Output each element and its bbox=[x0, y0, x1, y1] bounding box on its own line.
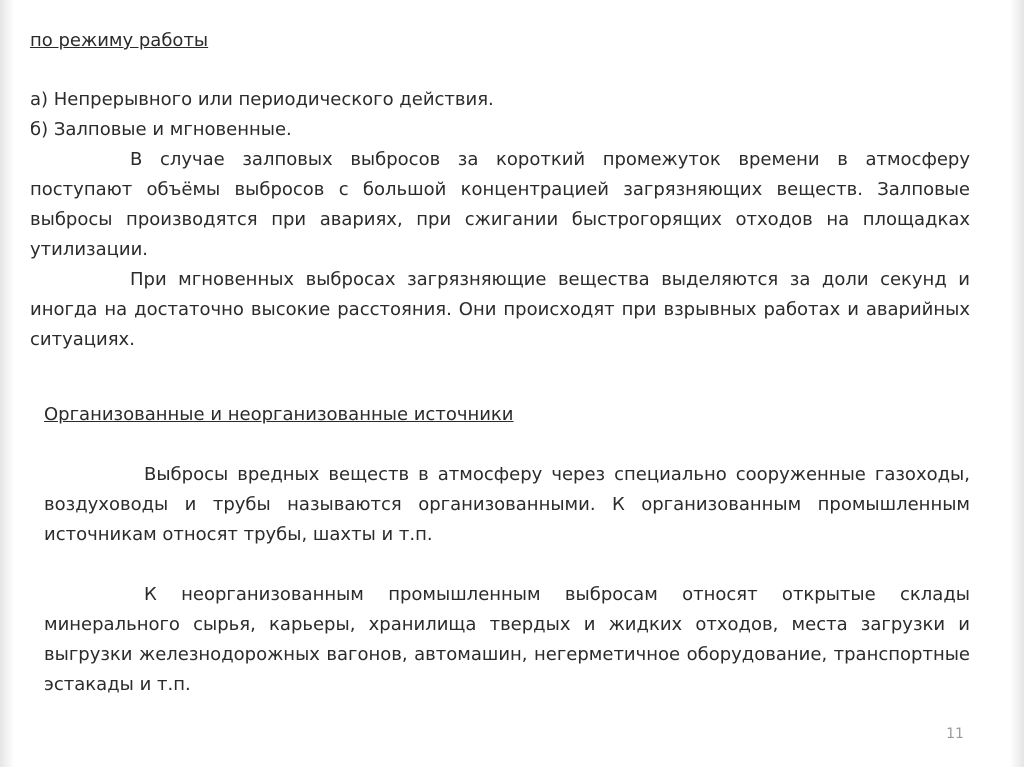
paragraph-organized-sources: Выбросы вредных веществ в атмосферу через специально сооруженные газоходы, воздуховоды и трубы называются организованными. К организованным промышленным источникам относят трубы, шахты и т.п. bbox=[44, 464, 970, 545]
paragraph-instant-emissions: При мгновенных выбросах загрязняющие вещества выделяются за доли секунд и иногда на достаточно высокие расстояния. Они происходят при взрывных работах и аварийных ситуациях. bbox=[30, 269, 970, 350]
left-edge-shadow bbox=[0, 0, 14, 767]
list-item-burst: б) Залповые и мгновенные. bbox=[30, 119, 292, 140]
page-number: 11 bbox=[946, 726, 964, 742]
list-item-continuous: а) Непрерывного или периодического действия. bbox=[30, 89, 494, 110]
paragraph-unorganized-sources: К неорганизованным промышленным выбросам относят открытые склады минерального сырья, карьеры, хранилища твердых и жидких отходов, места загрузки и выгрузки железнодорожных вагонов, автомашин, негерметичное оборудование, транспортные эстакады и т.п. bbox=[44, 584, 970, 695]
section-heading-organized-sources: Организованные и неорганизованные источники bbox=[44, 404, 514, 425]
section-heading-operation-mode: по режиму работы bbox=[30, 30, 209, 51]
section-organized-sources bbox=[44, 400, 970, 700]
spacer bbox=[44, 430, 970, 460]
section-operation-mode bbox=[30, 26, 970, 355]
paragraph-burst-emissions: В случае залповых выбросов за короткий промежуток времени в атмосферу поступают объёмы выбросов с большой концентрацией загрязняющих веществ. Залповые выбросы производятся при авариях, при сжигании быстрогорящих отходов на площадках утилизации. bbox=[30, 149, 970, 260]
spacer bbox=[44, 550, 970, 580]
right-edge-shadow bbox=[1010, 0, 1024, 767]
spacer bbox=[30, 56, 970, 84]
